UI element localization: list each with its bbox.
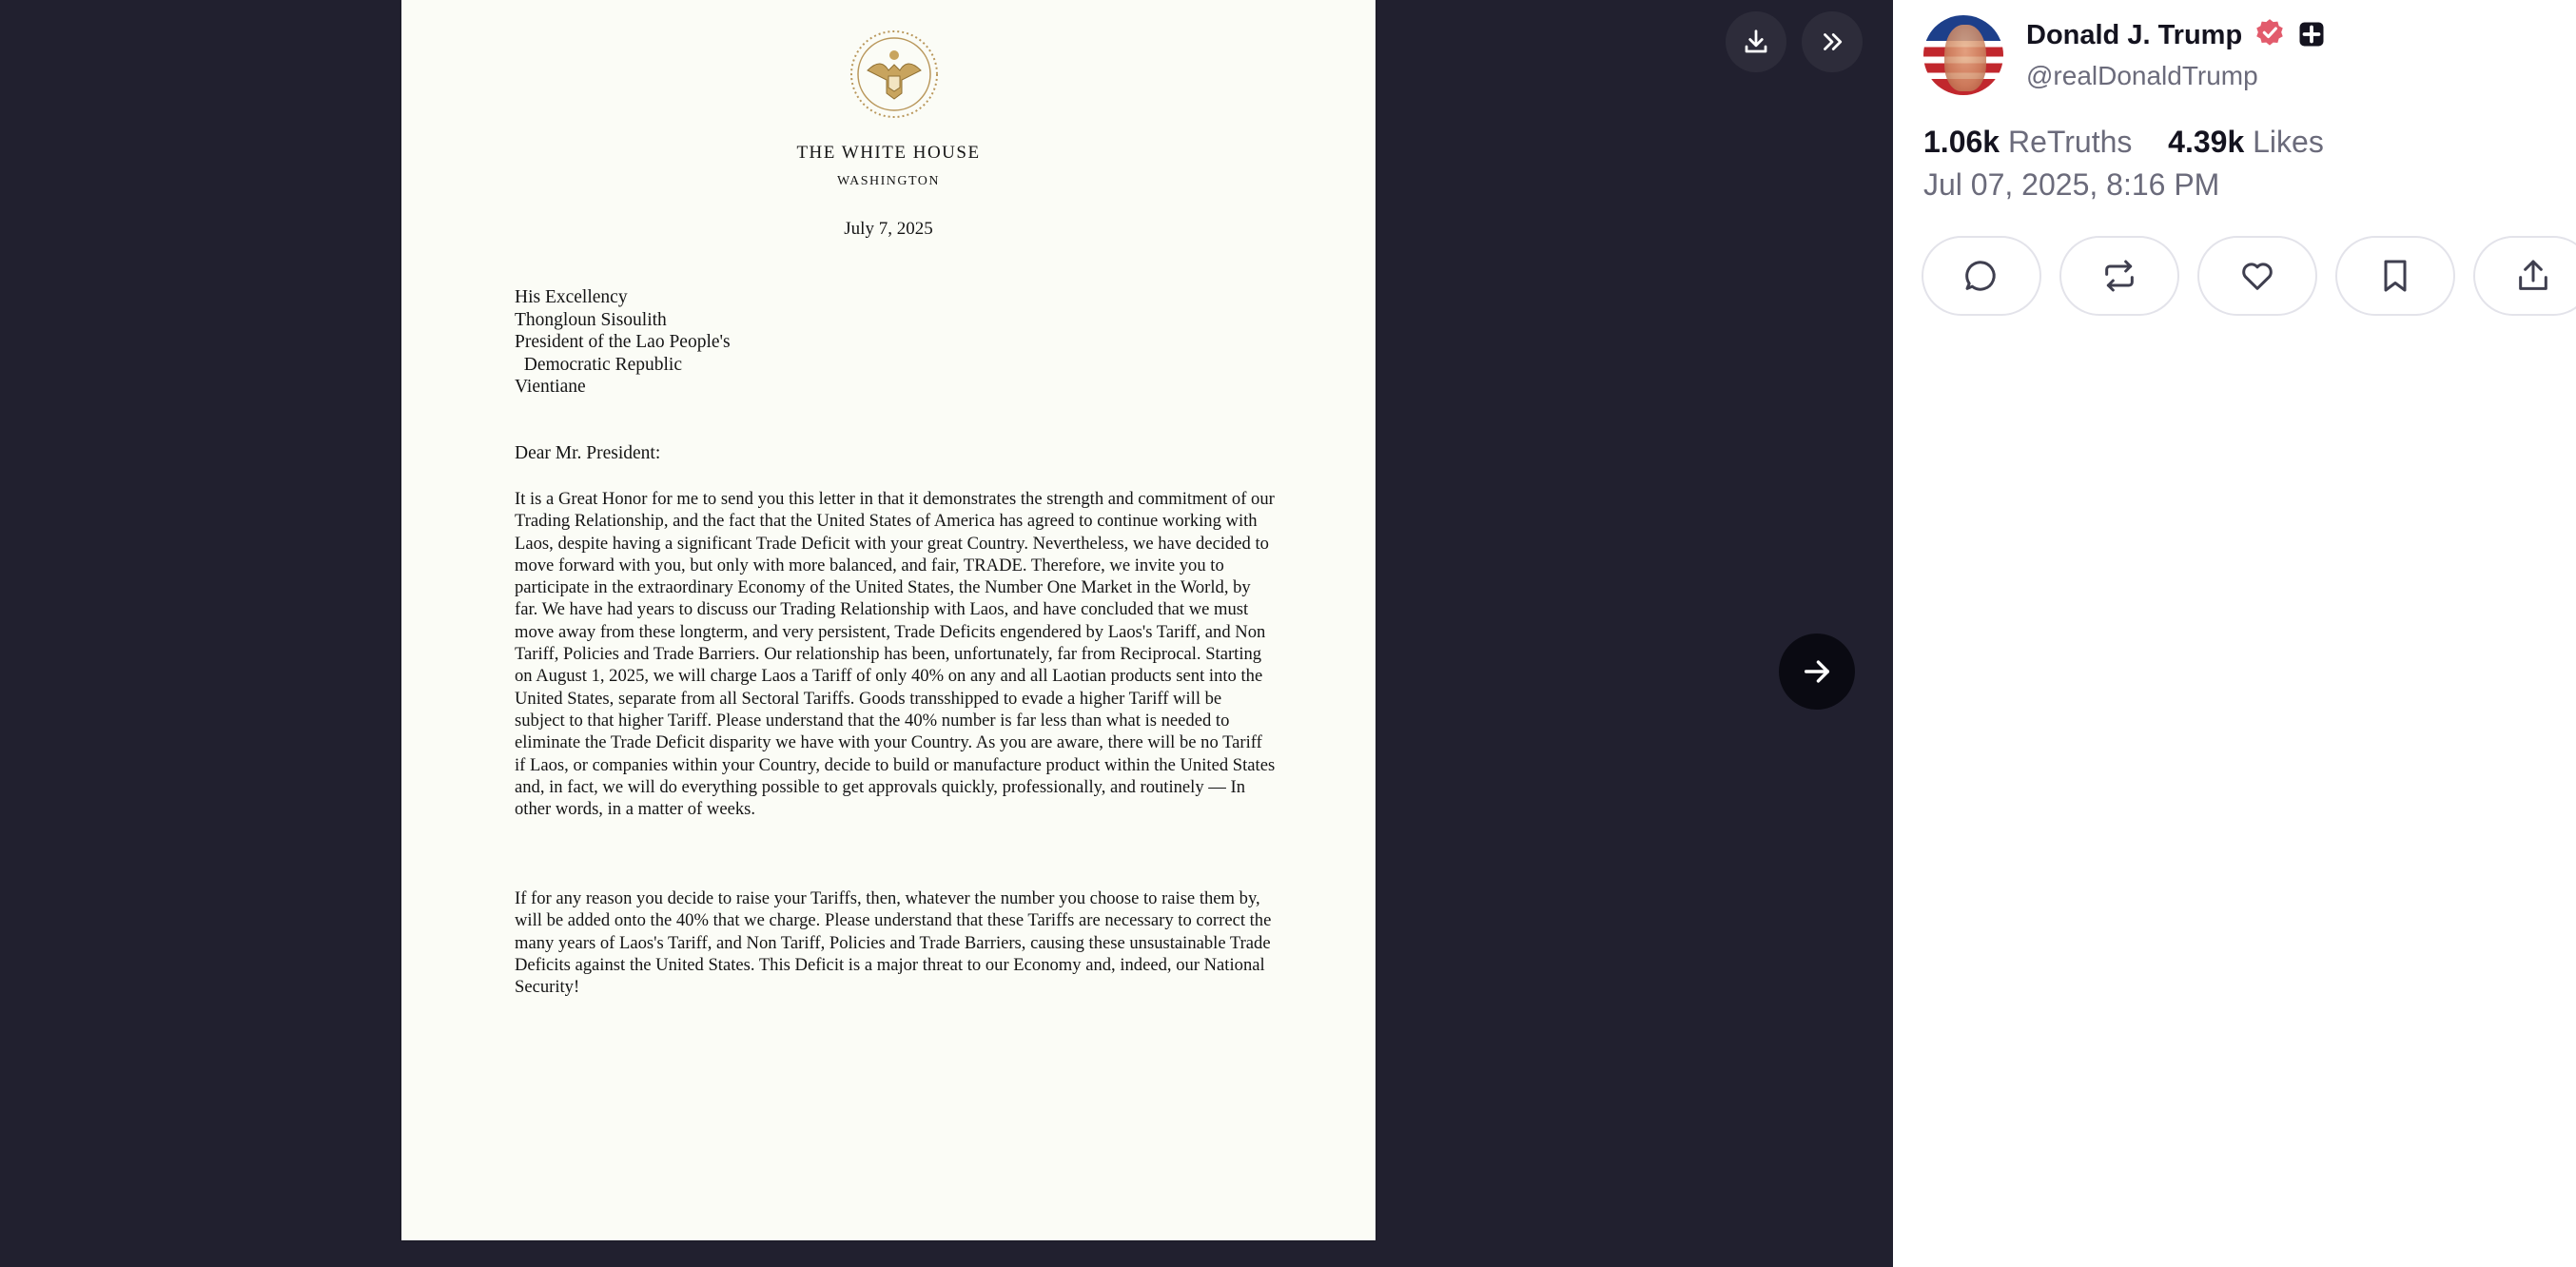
address-line: President of the Lao People's: [515, 332, 731, 352]
verified-badge-icon: [2254, 17, 2286, 49]
reply-button[interactable]: [1922, 236, 2041, 316]
plus-badge-icon: [2297, 20, 2326, 49]
avatar[interactable]: [1923, 15, 2003, 95]
author-display-name[interactable]: [2026, 17, 2326, 51]
next-image-button[interactable]: [1779, 634, 1855, 710]
author-username[interactable]: @realDonaldTrump: [2026, 61, 2258, 90]
share-icon: [2514, 257, 2552, 295]
address-line: Democratic Republic: [515, 354, 682, 375]
post-timestamp: Jul 07, 2025, 8:16 PM: [1923, 167, 2220, 202]
retruths-label: ReTruths: [2007, 125, 2133, 159]
display-name-text: Donald J. Trump: [2026, 20, 2243, 50]
retruth-icon: [2100, 257, 2138, 295]
address-line: Thongloun Sisoulith: [515, 309, 667, 330]
letterhead-city: WASHINGTON: [836, 174, 941, 188]
post-details-panel: [1893, 0, 2576, 1267]
expand-panel-button[interactable]: [1802, 11, 1863, 72]
download-button[interactable]: [1726, 11, 1786, 72]
letter-image: [401, 0, 1376, 1240]
recipient-address: [515, 286, 731, 399]
letterhead-title: THE WHITE HOUSE: [796, 143, 981, 163]
post-stats: [1923, 125, 2324, 160]
retruths-stat[interactable]: [1923, 125, 2132, 159]
address-line: Vientiane: [515, 377, 586, 397]
download-icon: [1742, 28, 1770, 56]
address-line: His Excellency: [515, 287, 628, 307]
share-button[interactable]: [2473, 236, 2576, 316]
presidential-seal-icon: [849, 29, 940, 120]
bookmark-icon: [2376, 257, 2414, 295]
letter-paragraph-1: It is a Great Honor for me to send you this letter in that it demonstrates the strength and commitment of our Trading Relationship, and the fact that the United States of America has agreed to continue working with Laos, despite having a significant Trade Deficit with your great Country. Nevertheless, we have decided to move forward with you, but only with more balanced, and fair, TRADE. Therefore, we invite you to participate in the extraordinary Economy of the United States, the Number One Market in the World, by far. We have had years to discuss our Trading Relationship with Laos, and have concluded that we must move away from these longterm, and very persistent, Trade Deficits engendered by Laos's Tariff, and Non Tariff, Policies and Trade Barriers. Our relationship has been, unfortunately, far from Reciprocal. Starting on August 1, 2025, we will charge Laos a Tariff of only 40% on any and all Laotian products sent into the United States, separate from all Sectoral Tariffs. Goods transshipped to evade a higher Tariff will be subject to that higher Tariff. Please understand that the 40% number is far less than what is needed to eliminate the Trade Deficit disparity we have with your Country. As you are aware, there will be no Tariff if Laos, or companies within your Country, decide to build or manufacture product within the United States and, in fact, we will do everything possible to get approvals quickly, professionally, and routinely — In other words, in a matter of weeks.: [515, 489, 1276, 820]
letter-salutation: Dear Mr. President:: [515, 443, 661, 463]
like-button[interactable]: [2197, 236, 2317, 316]
comment-icon: [1962, 257, 2000, 295]
avatar-face: [1944, 25, 1986, 91]
heart-icon: [2238, 257, 2276, 295]
likes-label: Likes: [2253, 125, 2324, 159]
likes-stat[interactable]: [2168, 125, 2324, 159]
likes-count: 4.39k: [2168, 125, 2245, 159]
letter-paragraph-2: If for any reason you decide to raise your Tariffs, then, whatever the number you choose to raise them by, will be added onto the 40% that we charge. Please understand that these Tariffs are necessary to correct the many years of Laos's Tariff, and Non Tariff, Policies and Trade Barriers, causing these unsustainable Trade Deficits against the United States. This Deficit is a major threat to our Economy and, indeed, our National Security!: [515, 888, 1272, 998]
chevrons-right-icon: [1818, 28, 1846, 56]
letter-date: July 7, 2025: [844, 219, 933, 239]
arrow-right-icon: [1801, 655, 1833, 688]
retruth-button[interactable]: [2059, 236, 2179, 316]
bookmark-button[interactable]: [2335, 236, 2455, 316]
retruths-count: 1.06k: [1923, 125, 2000, 159]
